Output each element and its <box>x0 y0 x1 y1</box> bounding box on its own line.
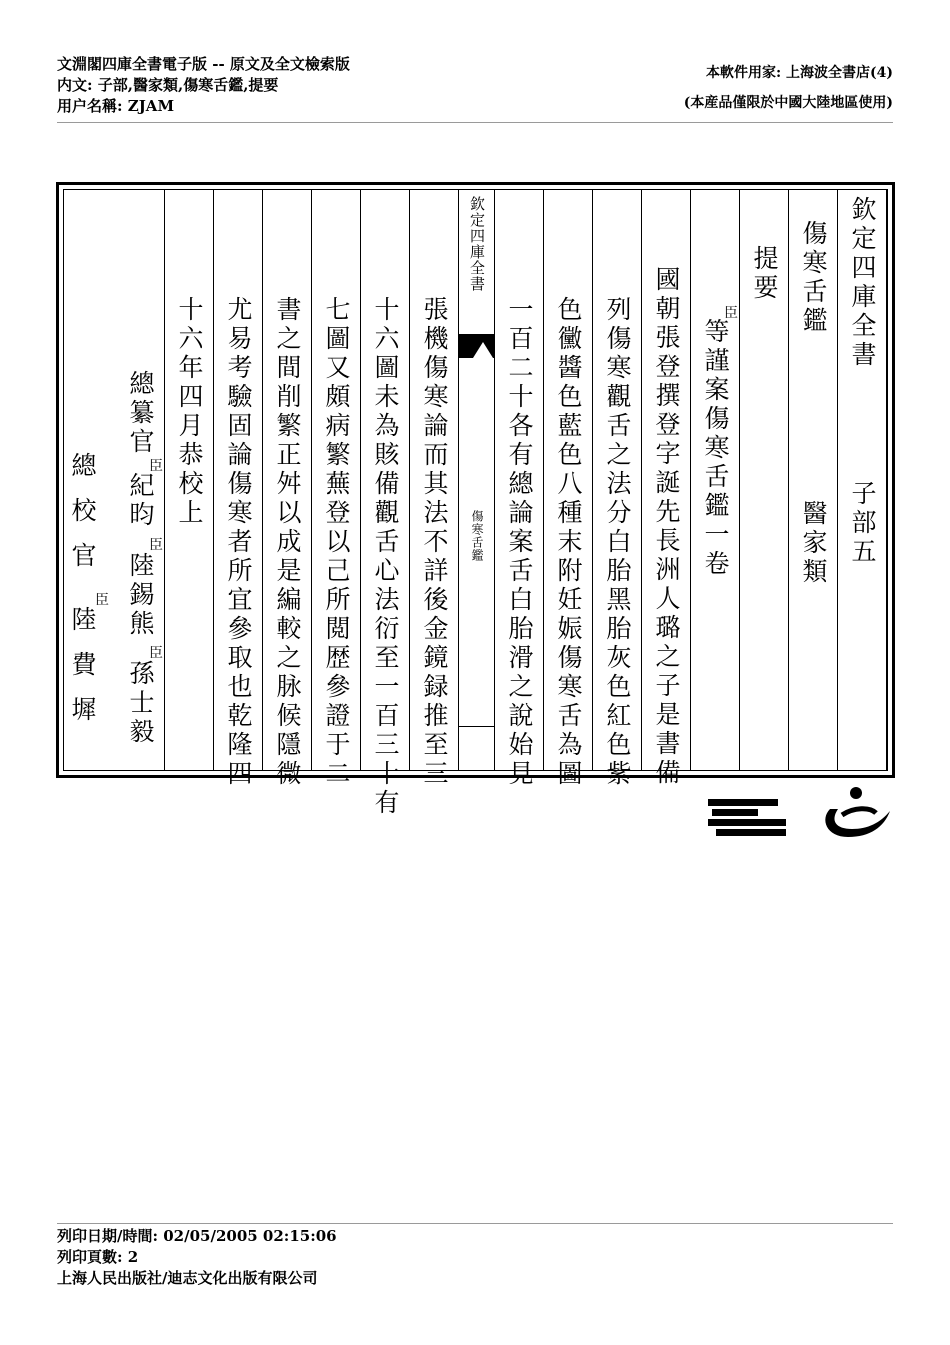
column-text-6 <box>410 190 459 789</box>
work-title: 傷寒舌鑑 <box>799 220 828 336</box>
column-text-4 <box>544 190 593 789</box>
proofreader-title: 總校官 <box>68 452 97 587</box>
spine-rule <box>459 726 494 727</box>
column-text-2 <box>642 190 691 788</box>
column-spine <box>459 190 495 770</box>
publisher-logo-icon <box>708 785 898 845</box>
footer-divider <box>57 1223 893 1224</box>
minister-mark: 臣 <box>147 458 163 472</box>
header-restriction: (本産品僅限於中國大陸地區使用) <box>683 95 893 111</box>
publisher-line: 上海人民出版社/迪志文化出版有限公司 <box>57 1269 318 1287</box>
spine-work-title: 傷寒舌鑑 <box>470 510 484 562</box>
header-divider <box>57 122 893 123</box>
text-line: 列傷寒觀舌之法分白胎黑胎灰色紅色紫 <box>603 296 632 789</box>
column-work-title <box>789 190 838 770</box>
spine-title: 欽定四庫全書 <box>468 196 486 292</box>
column-chief-proofreader <box>56 190 116 770</box>
editor-name: 陸錫熊 <box>126 552 155 639</box>
text-line: 國朝張登撰登字誕先長洲人璐之子是書備 <box>652 266 681 788</box>
column-text-1 <box>691 190 740 770</box>
print-pages: 列印頁數: 2 <box>57 1248 139 1266</box>
column-text-8 <box>312 190 361 789</box>
text-line: 尤易考驗固論傷寒者所宜參取也乾隆四 <box>224 296 253 789</box>
column-text-3 <box>593 190 642 789</box>
text-line: 等謹案傷寒舌鑑一卷 <box>701 318 730 579</box>
chief-editor-title: 總纂官 <box>126 370 155 457</box>
header-username: 用户名稱: ZJAM <box>57 97 175 115</box>
text-line: 十六圖未為賅備觀舌心法衍至一百三十有 <box>371 296 400 818</box>
book-page-grid <box>63 189 888 818</box>
print-datetime: 列印日期/時間: 02/05/2005 02:15:06 <box>57 1227 337 1245</box>
column-title <box>838 190 887 770</box>
fishtail-mark <box>459 334 494 358</box>
minister-mark: 臣 <box>93 592 109 606</box>
header-content-path: 内文: 子部,醫家類,傷寒舌鑑,提要 <box>57 76 279 94</box>
column-text-5 <box>495 190 544 789</box>
text-line: 張機傷寒論而其法不詳後金鏡録推至三 <box>420 296 449 789</box>
tiyao-heading: 提要 <box>750 245 779 303</box>
section-label: 子部五 <box>848 480 877 567</box>
book-title: 欽定四庫全書 <box>848 196 877 370</box>
text-line: 十六年四月恭校上 <box>175 296 204 528</box>
text-line: 七圖又頗病繁蕪登以己所閲歴參證于二 <box>322 296 351 789</box>
document-footer <box>57 1226 337 1289</box>
proofreader-name: 陸費墀 <box>68 606 97 741</box>
text-line: 色黴醬色藍色八種末附妊娠傷寒舌為圖 <box>554 296 583 789</box>
column-chief-editors <box>116 190 165 770</box>
header-title: 文淵閣四庫全書電子版 -- 原文及全文檢索版 <box>57 55 350 73</box>
header-license <box>684 58 893 118</box>
text-line: 書之間削繁正舛以成是編較之脉候隱微 <box>273 296 302 789</box>
column-text-10 <box>214 190 263 789</box>
column-text-11 <box>165 190 214 770</box>
column-text-9 <box>263 190 312 789</box>
book-page-frame <box>56 182 895 818</box>
column-tiyao <box>740 190 789 770</box>
minister-mark: 臣 <box>147 537 163 551</box>
minister-mark: 臣 <box>147 645 163 659</box>
text-line: 一百二十各有總論案舌白胎滑之說始見 <box>505 296 534 789</box>
editor-name: 孫士毅 <box>126 660 155 747</box>
editor-name: 紀昀 <box>126 472 155 530</box>
minister-mark: 臣 <box>722 305 738 319</box>
category-label: 醫家類 <box>799 500 828 587</box>
header-licensee: 本軟件用家: 上海波全書店(4) <box>705 65 893 81</box>
column-text-7 <box>361 190 410 818</box>
document-header <box>57 54 350 117</box>
